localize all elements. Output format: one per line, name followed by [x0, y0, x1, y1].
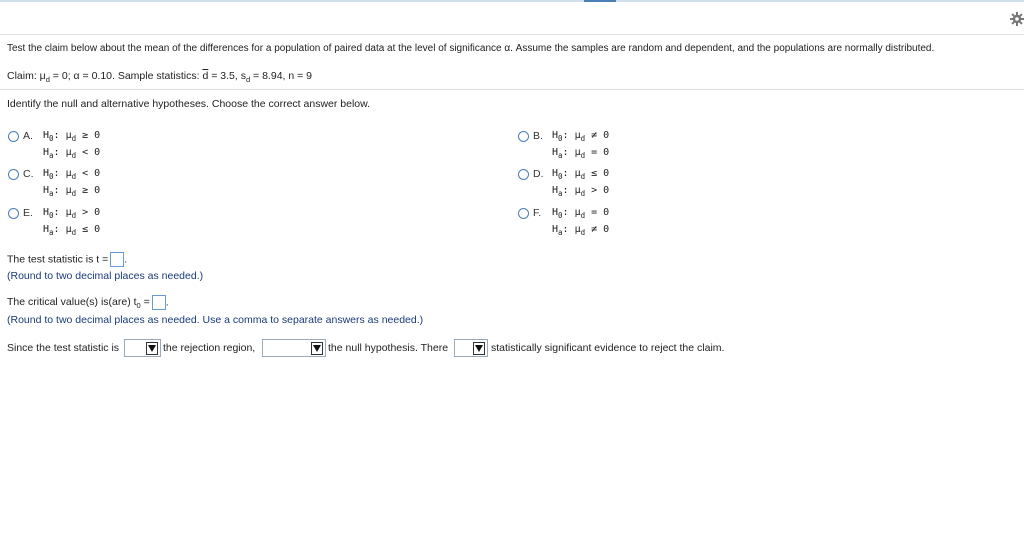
critical-value-note: (Round to two decimal places as needed. Use a comma to separate answers as needed.)	[7, 314, 424, 326]
dropdown-arrow-icon[interactable]	[473, 342, 485, 355]
option-d-letter: D.	[533, 168, 544, 180]
radio-a[interactable]	[8, 131, 19, 142]
critical-value-row	[7, 295, 169, 310]
option-c-letter: C.	[23, 168, 34, 180]
option-e-ha: $H_a$: $\mu_d \le 0$	[43, 224, 101, 237]
option-d-ha: $H_a$: $\mu_d > 0$	[552, 185, 610, 198]
gear-icon[interactable]	[1010, 12, 1024, 26]
option-a-ha: $H_a$: $\mu_d < 0$	[43, 147, 101, 160]
part1-prompt: Identify the null and alternative hypotheses. Choose the correct answer below.	[7, 98, 371, 110]
radio-c[interactable]	[8, 169, 19, 180]
radio-d[interactable]	[518, 169, 529, 180]
question-intro: Test the claim below about the mean of the differences for a population of paired data at the level of significance α. Assume the samples are random and dependent, and the populations are normally distributed.	[7, 43, 935, 54]
option-b-ha: $H_a$: $\mu_d = 0$	[552, 147, 610, 160]
critical-value-input[interactable]	[152, 295, 166, 310]
header-divider	[0, 34, 1024, 35]
dropdown-arrow-icon[interactable]	[311, 342, 323, 355]
critical-value-label: The critical value(s) is(are) $t_0$ =	[7, 296, 150, 311]
claim-divider	[0, 89, 1024, 90]
radio-f[interactable]	[518, 208, 529, 219]
critical-value-period: .	[165, 296, 169, 309]
top-accent-bar	[0, 0, 1024, 2]
option-b-letter: B.	[533, 130, 543, 142]
option-c-h0: $H_0$: $\mu_d < 0$	[43, 168, 101, 181]
option-f-ha: $H_a$: $\mu_d \ne 0$	[552, 224, 610, 237]
conclusion-text-2: the rejection region,	[163, 342, 256, 354]
top-accent-marker	[584, 0, 616, 2]
radio-b[interactable]	[518, 131, 529, 142]
evidence-dropdown[interactable]	[454, 339, 488, 357]
test-statistic-note: (Round to two decimal places as needed.)	[7, 270, 204, 282]
option-d-h0: $H_0$: $\mu_d \le 0$	[552, 168, 610, 181]
option-e-h0: $H_0$: $\mu_d > 0$	[43, 207, 101, 220]
null-hypothesis-dropdown[interactable]	[262, 339, 326, 357]
claim-text: Claim: $\mu_d = 0$; α = 0.10. Sample statistics: $\overline{d} = 3.5$, $s_d = 8.94$, n = 9	[7, 70, 313, 85]
option-b-h0: $H_0$: $\mu_d \ne 0$	[552, 130, 610, 143]
conclusion-text-4: statistically significant evidence to reject the claim.	[491, 342, 725, 354]
option-c-ha: $H_a$: $\mu_d \ge 0$	[43, 185, 101, 198]
conclusion-text-3: the null hypothesis. There	[328, 342, 449, 354]
test-statistic-period: .	[124, 253, 128, 266]
test-statistic-row	[7, 252, 127, 267]
option-f-letter: F.	[533, 207, 542, 219]
rejection-region-dropdown[interactable]	[124, 339, 161, 357]
test-statistic-input[interactable]	[110, 252, 124, 267]
option-e-letter: E.	[23, 207, 33, 219]
option-a-letter: A.	[23, 130, 33, 142]
option-f-h0: $H_0$: $\mu_d = 0$	[552, 207, 610, 220]
option-a-h0: $H_0$: $\mu_d \ge 0$	[43, 130, 101, 143]
radio-e[interactable]	[8, 208, 19, 219]
test-statistic-label: The test statistic is t =	[7, 253, 109, 266]
conclusion-text-1: Since the test statistic is	[7, 342, 120, 354]
dropdown-arrow-icon[interactable]	[146, 342, 158, 355]
